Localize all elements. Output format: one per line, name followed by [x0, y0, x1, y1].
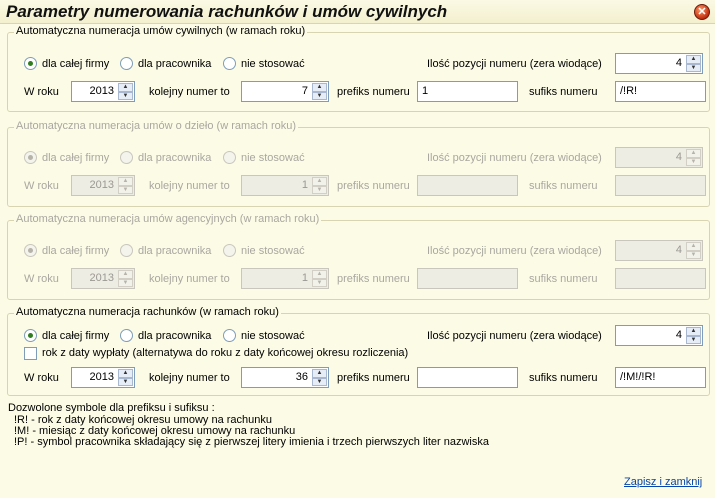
section-title: Automatyczna numeracja umów o dzieło (w ramach roku) [16, 120, 297, 132]
next-number-spin: ▲ ▼ [312, 177, 327, 194]
next-number-spin[interactable]: ▲ ▼ [312, 369, 327, 386]
digits-value: 4 [675, 57, 682, 69]
suffix-label: sufiks numeru [529, 180, 598, 192]
payment-date-year-label: rok z daty wypłaty (alternatywa do roku z daty końcowej okresu rozliczenia) [42, 347, 409, 359]
year-spin[interactable]: ▲ ▼ [118, 369, 133, 386]
digits-value: 4 [675, 151, 682, 163]
radio-per-employee[interactable] [120, 329, 133, 342]
digits-stepper [615, 240, 703, 261]
next-number-spin[interactable]: ▲ ▼ [312, 83, 327, 100]
radio-not-used-label: nie stosować [241, 330, 305, 342]
section-invoices [7, 306, 710, 396]
save-and-close-link[interactable]: Zapisz i zamknij [624, 476, 703, 488]
year-label: W roku [24, 86, 59, 98]
digits-label: Ilość pozycji numeru (zera wiodące) [427, 152, 602, 164]
radio-per-employee-label: dla pracownika [138, 58, 212, 70]
prefix-label: prefiks numeru [337, 180, 410, 192]
radio-not-used-label: nie stosować [241, 245, 305, 257]
next-number-stepper[interactable] [241, 367, 329, 388]
year-label: W roku [24, 372, 59, 384]
radio-whole-company[interactable] [24, 329, 37, 342]
prefix-input[interactable]: 1 [417, 81, 518, 102]
radio-whole-company-label: dla całej firmy [42, 152, 110, 164]
radio-not-used-label: nie stosować [241, 58, 305, 70]
suffix-input [615, 175, 706, 196]
section-title: Automatyczna numeracja umów agencyjnych (w ramach roku) [16, 213, 320, 225]
close-icon[interactable]: ✕ [694, 4, 710, 20]
next-number-label: kolejny numer to [149, 372, 230, 384]
year-spin: ▲ ▼ [118, 270, 133, 287]
suffix-input[interactable]: /!R! [615, 81, 706, 102]
digits-spin: ▲ ▼ [686, 149, 701, 166]
digits-spin[interactable]: ▲ ▼ [686, 327, 701, 344]
year-stepper [71, 268, 135, 289]
digits-spin: ▲ ▼ [686, 242, 701, 259]
year-value: 2013 [89, 371, 114, 383]
digits-stepper [615, 147, 703, 168]
symbols-help [8, 403, 489, 448]
radio-not-used[interactable] [223, 329, 236, 342]
section-work-contracts [7, 120, 710, 207]
next-number-value: 7 [301, 85, 308, 97]
suffix-input [615, 268, 706, 289]
section-title: Automatyczna numeracja rachunków (w ramach roku) [16, 306, 279, 318]
suffix-input[interactable]: /!M!/!R! [615, 367, 706, 388]
title-bar [0, 0, 715, 24]
radio-per-employee-label: dla pracownika [138, 152, 212, 164]
year-label: W roku [24, 273, 59, 285]
radio-whole-company [24, 244, 37, 257]
suffix-label: sufiks numeru [529, 372, 598, 384]
radio-whole-company-label: dla całej firmy [42, 330, 110, 342]
radio-not-used[interactable] [223, 57, 236, 70]
next-number-label: kolejny numer to [149, 273, 230, 285]
radio-not-used-label: nie stosować [241, 152, 305, 164]
payment-date-year-checkbox[interactable] [24, 347, 37, 360]
digits-spin[interactable]: ▲ ▼ [686, 55, 701, 72]
section-agency-contracts [7, 213, 710, 300]
year-spin[interactable]: ▲ ▼ [118, 83, 133, 100]
next-number-value: 1 [301, 272, 308, 284]
digits-stepper[interactable] [615, 325, 703, 346]
next-number-stepper [241, 175, 329, 196]
digits-value: 4 [675, 329, 682, 341]
prefix-input [417, 268, 518, 289]
year-value: 2013 [89, 272, 114, 284]
year-value: 2013 [89, 85, 114, 97]
next-number-label: kolejny numer to [149, 180, 230, 192]
suffix-label: sufiks numeru [529, 273, 598, 285]
year-stepper[interactable] [71, 81, 135, 102]
section-title: Automatyczna numeracja umów cywilnych (w ramach roku) [16, 25, 306, 37]
radio-not-used [223, 151, 236, 164]
next-number-spin: ▲ ▼ [312, 270, 327, 287]
digits-label: Ilość pozycji numeru (zera wiodące) [427, 245, 602, 257]
next-number-stepper [241, 268, 329, 289]
radio-whole-company[interactable] [24, 57, 37, 70]
next-number-value: 36 [295, 371, 308, 383]
prefix-input [417, 175, 518, 196]
symbols-help-heading: Dozwolone symbole dla prefiksu i sufiksu : [8, 402, 215, 414]
year-stepper[interactable] [71, 367, 135, 388]
prefix-label: prefiks numeru [337, 273, 410, 285]
year-spin: ▲ ▼ [118, 177, 133, 194]
suffix-label: sufiks numeru [529, 86, 598, 98]
radio-per-employee [120, 244, 133, 257]
year-value: 2013 [89, 179, 114, 191]
radio-per-employee-label: dla pracownika [138, 245, 212, 257]
radio-per-employee[interactable] [120, 57, 133, 70]
radio-not-used [223, 244, 236, 257]
radio-whole-company-label: dla całej firmy [42, 58, 110, 70]
digits-label: Ilość pozycji numeru (zera wiodące) [427, 58, 602, 70]
next-number-label: kolejny numer to [149, 86, 230, 98]
digits-value: 4 [675, 244, 682, 256]
digits-stepper[interactable] [615, 53, 703, 74]
prefix-label: prefiks numeru [337, 86, 410, 98]
prefix-label: prefiks numeru [337, 372, 410, 384]
radio-per-employee-label: dla pracownika [138, 330, 212, 342]
prefix-input[interactable] [417, 367, 518, 388]
section-civil-contracts [7, 25, 710, 112]
digits-label: Ilość pozycji numeru (zera wiodące) [427, 330, 602, 342]
symbols-help-line: !M! - miesiąc z daty końcowej okresu umowy na rachunku [14, 425, 296, 437]
symbols-help-line: !R! - rok z daty końcowej okresu umowy na rachunku [14, 414, 273, 426]
radio-whole-company-label: dla całej firmy [42, 245, 110, 257]
radio-per-employee [120, 151, 133, 164]
next-number-stepper[interactable] [241, 81, 329, 102]
year-stepper [71, 175, 135, 196]
symbols-help-line: !P! - symbol pracownika składający się z pierwszej litery imienia i trzech pierwszych liter nazwiska [14, 436, 489, 448]
window-title: Parametry numerowania rachunków i umów cywilnych [6, 2, 448, 21]
radio-whole-company [24, 151, 37, 164]
next-number-value: 1 [301, 179, 308, 191]
year-label: W roku [24, 180, 59, 192]
